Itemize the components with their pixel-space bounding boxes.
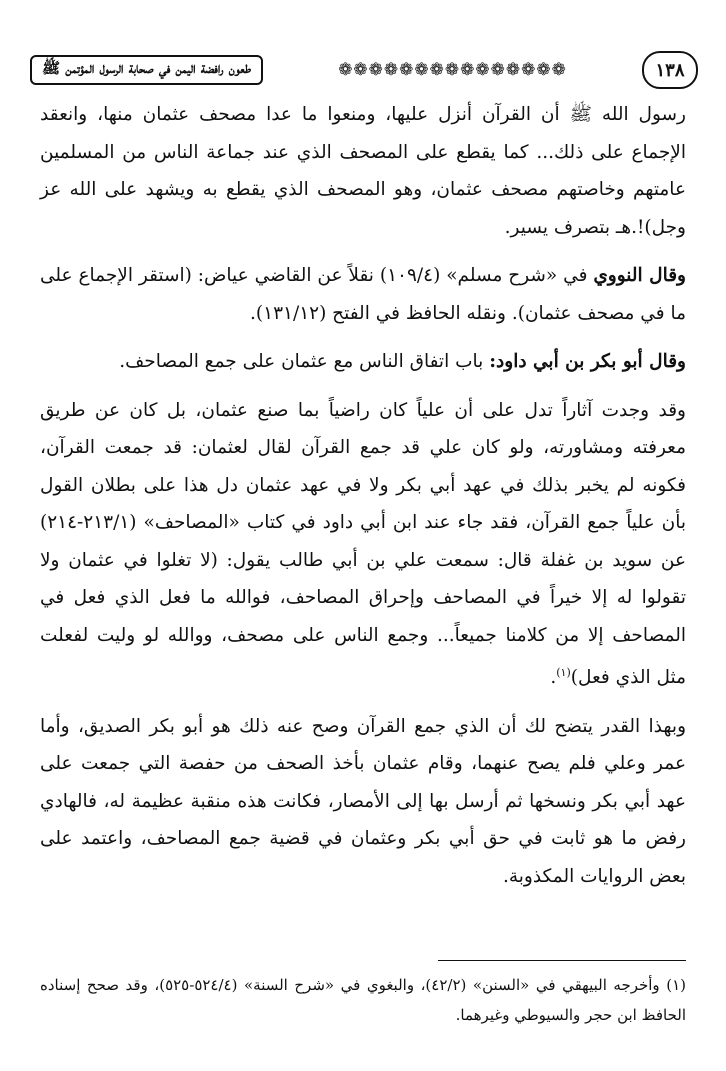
page-number: ١٣٨ (642, 51, 698, 89)
footnote-ref: (١) (556, 666, 571, 679)
footnote-divider (438, 960, 686, 961)
paragraph-lead: وقال النووي (593, 265, 686, 286)
paragraph-text: وقد وجدت آثاراً تدل على أن علياً كان راضياً بما صنع عثمان، بل كان عن طريق معرفته ومشاورته، ولو كان علي قد جمع القرآن لقال لعثمان: قد جمعت القرآن، فكونه لم يخبر بذلك في عهد أبي بكر ولا في عهد عثمان دل هذا على بطلان القول بأن علياً جمع القرآن، فقد جاء عند ابن أبي داود في كتاب «المصاحف» (٢١٣/١-٢١٤) عن سويد بن غفلة قال: سمعت علي بن أبي طالب يقول: (لا تغلوا في عثمان ولا تقولوا له إلا خيراً في المصاحف وإحراق المصاحف، فوالله ما فعل الذي فعل في المصاحف إلا من كلامنا جميعاً... وجمع الناس على مصحف، ووالله لو وليت لفعلت مثل الذي فعل) (40, 399, 686, 689)
paragraph-text: رسول الله ﷺ أن القرآن أنزل عليها، ومنعوا ما عدا مصحف عثمان منها، وانعقد الإجماع على ذلك... كما يقطع على المصحف الذي عند جماعة الناس من المسلمين عامتهم وخاصتهم مصحف عثمان، وهو المصحف الذي يقطع به ويشهد على الله عز وجل)!.هـ بتصرف يسير. (40, 104, 686, 238)
paragraph-text: في «شرح مسلم» (١٠٩/٤) نقلاً عن القاضي عياض: (استقر الإجماع على ما في مصحف عثمان). ونقله الحافظ في الفتح (١٣١/١٢). (40, 265, 686, 324)
paragraph-text: وبهذا القدر يتضح لك أن الذي جمع القرآن وصح عنه ذلك هو أبو بكر الصديق، وأما عمر وعلي فلم يصح عنهما، وقام عثمان بأخذ الصحف من حفصة التي جمعت على عهد أبي بكر ونسخها ثم أرسل بها إلى الأمصار، فكانت هذه منقبة عظيمة له، فالهادي رفض ما هو ثابت في حق أبي بكر وعثمان في قضية جمع المصاحف، واعتمد على بعض الروايات المكذوبة. (40, 715, 686, 887)
footnote-text: (١) وأخرجه البيهقي في «السنن» (٤٢/٢)، والبغوي في «شرح السنة» (٥٢٤/٤-٥٢٥)، وقد صحح إسناده الحافظ ابن حجر والسيوطي وغيرهما. (40, 976, 686, 1024)
page-header (30, 50, 698, 90)
paragraph (40, 708, 686, 896)
main-text (40, 96, 686, 895)
paragraph (40, 343, 686, 381)
paragraph-lead: وقال أبو بكر بن أبي داود: (489, 351, 686, 372)
header-ornament: ❁❁❁❁❁❁❁❁❁❁❁❁❁❁❁ (338, 60, 567, 80)
paragraph (40, 96, 686, 246)
paragraph (40, 257, 686, 332)
footnote (40, 970, 686, 1030)
running-title: طعون رافضة اليمن في صحابة الرسول المؤتمن ﷺ (30, 55, 263, 85)
paragraph-text: باب اتفاق الناس مع عثمان على جمع المصاحف. (119, 351, 490, 372)
paragraph: وقد وجدت آثاراً تدل على أن علياً كان راضياً بما صنع عثمان، بل كان عن طريق معرفته ومشاورته، ولو كان علي قد جمع القرآن لقال لعثمان: قد جمعت القرآن، فكونه لم يخبر بذلك في عهد أبي بكر ولا في عهد عثمان دل هذا على بطلان القول بأن علياً جمع القرآن، فقد جاء عند ابن أبي داود في كتاب «المصاحف» (٢١٣/١-٢١٤) عن سويد بن غفلة قال: سمعت علي بن أبي طالب يقول: (لا تغلوا في عثمان ولا تقولوا له إلا خيراً في المصاحف وإحراق المصاحف، فوالله ما فعل الذي فعل في المصاحف إلا من كلامنا جميعاً... وجمع الناس على مصحف، ووالله لو وليت لفعلت مثل الذي فعل)$^{(١)}$. (40, 399, 686, 689)
